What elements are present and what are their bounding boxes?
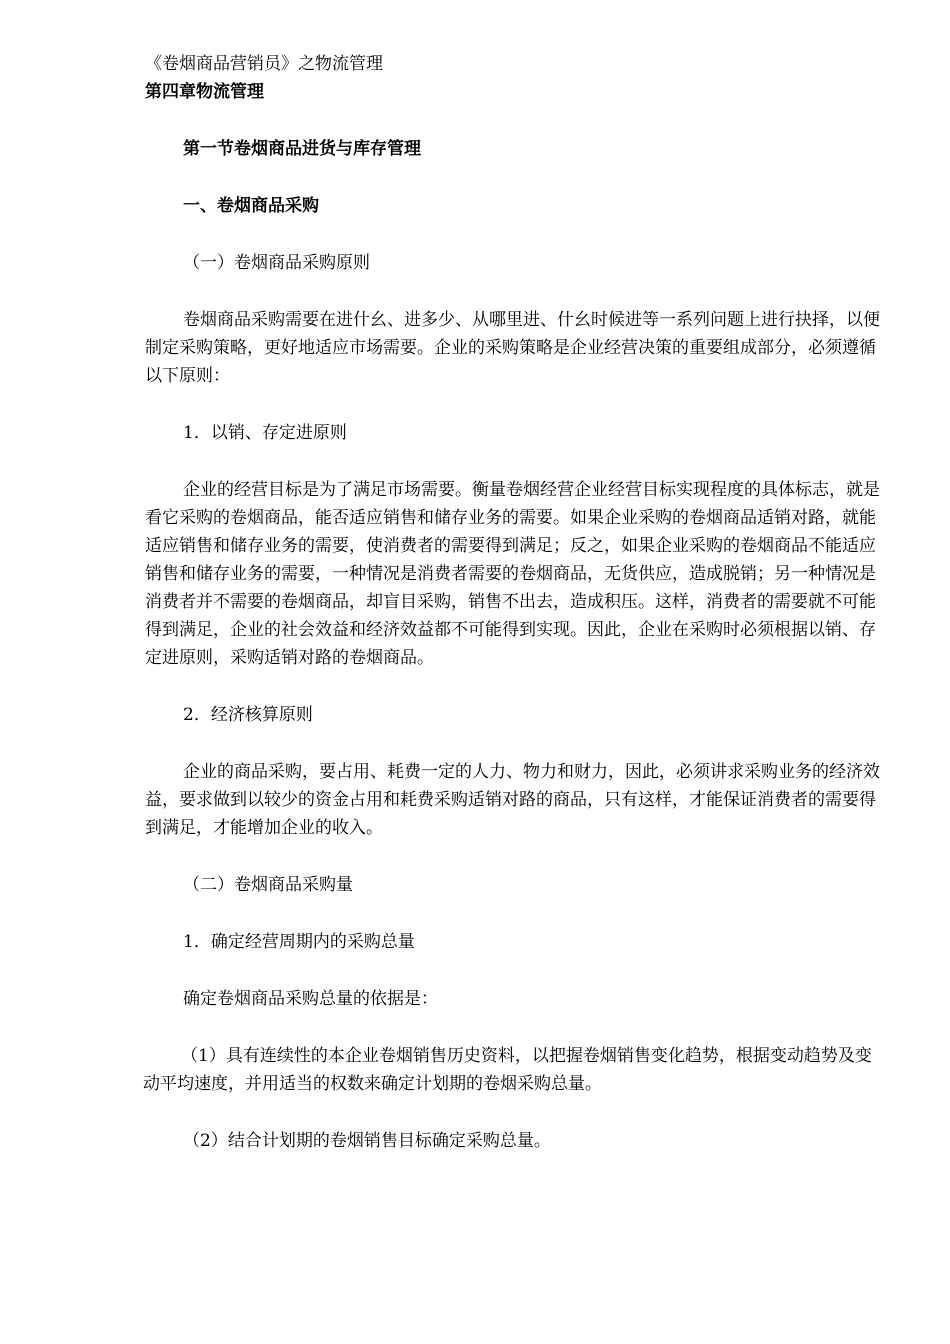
document-header: 《卷烟商品营销员》之物流管理 bbox=[145, 54, 383, 74]
paragraph-basis: 确定卷烟商品采购总量的依据是： bbox=[183, 989, 438, 1009]
subheading-quantity: （二）卷烟商品采购量 bbox=[183, 875, 353, 895]
subheading-principles: （一）卷烟商品采购原则 bbox=[183, 253, 370, 273]
paragraph-economic-principle: 企业的商品采购，要占用、耗费一定的人力、物力和财力，因此，必须讲求采购业务的经济效益，要求做到以较少的资金占用和耗费采购适销对路的商品，只有这样，才能保证消费者的需要得到满足，才能增加企业的收入。 bbox=[145, 762, 880, 838]
paragraph-basis-1: （1）具有连续性的本企业卷烟销售历史资料，以把握卷烟销售变化趋势，根据变动趋势及变动平均速度，并用适当的权数来确定计划期的卷烟采购总量。 bbox=[143, 1046, 872, 1094]
item-economic-principle: 2．经济核算原则 bbox=[183, 705, 313, 725]
heading-procurement: 一、卷烟商品采购 bbox=[183, 196, 319, 216]
paragraph-intro: 卷烟商品采购需要在进什幺、进多少、从哪里进、什幺时候进等一系列问题上进行抉择，以便制定采购策略，更好地适应市场需要。企业的采购策略是企业经营决策的重要组成部分，必须遵循以下原则： bbox=[145, 310, 880, 386]
chapter-title: 第四章物流管理 bbox=[145, 82, 264, 102]
document-page bbox=[145, 50, 885, 1155]
paragraph-basis-2: （2）结合计划期的卷烟销售目标确定采购总量。 bbox=[183, 1131, 551, 1151]
paragraph-sales-principle: 企业的经营目标是为了满足市场需要。衡量卷烟经营企业经营目标实现程度的具体标志，就是看它采购的卷烟商品，能否适应销售和储存业务的需要。如果企业采购的卷烟商品适销对路，就能适应销售和储存业务的需要，使消费者的需要得到满足；反之，如果企业采购的卷烟商品不能适应销售和储存业务的需要，一种情况是消费者需要的卷烟商品，无货供应，造成脱销；另一种情况是消费者并不需要的卷烟商品，却盲目采购，销售不出去，造成积压。这样，消费者的需要就不可能得到满足，企业的社会效益和经济效益都不可能得到实现。因此，企业在采购时必须根据以销、存定进原则，采购适销对路的卷烟商品。 bbox=[145, 480, 880, 668]
section-title: 第一节卷烟商品进货与库存管理 bbox=[183, 139, 421, 159]
item-total-quantity: 1．确定经营周期内的采购总量 bbox=[183, 932, 415, 952]
item-sales-principle: 1．以销、存定进原则 bbox=[183, 423, 347, 443]
